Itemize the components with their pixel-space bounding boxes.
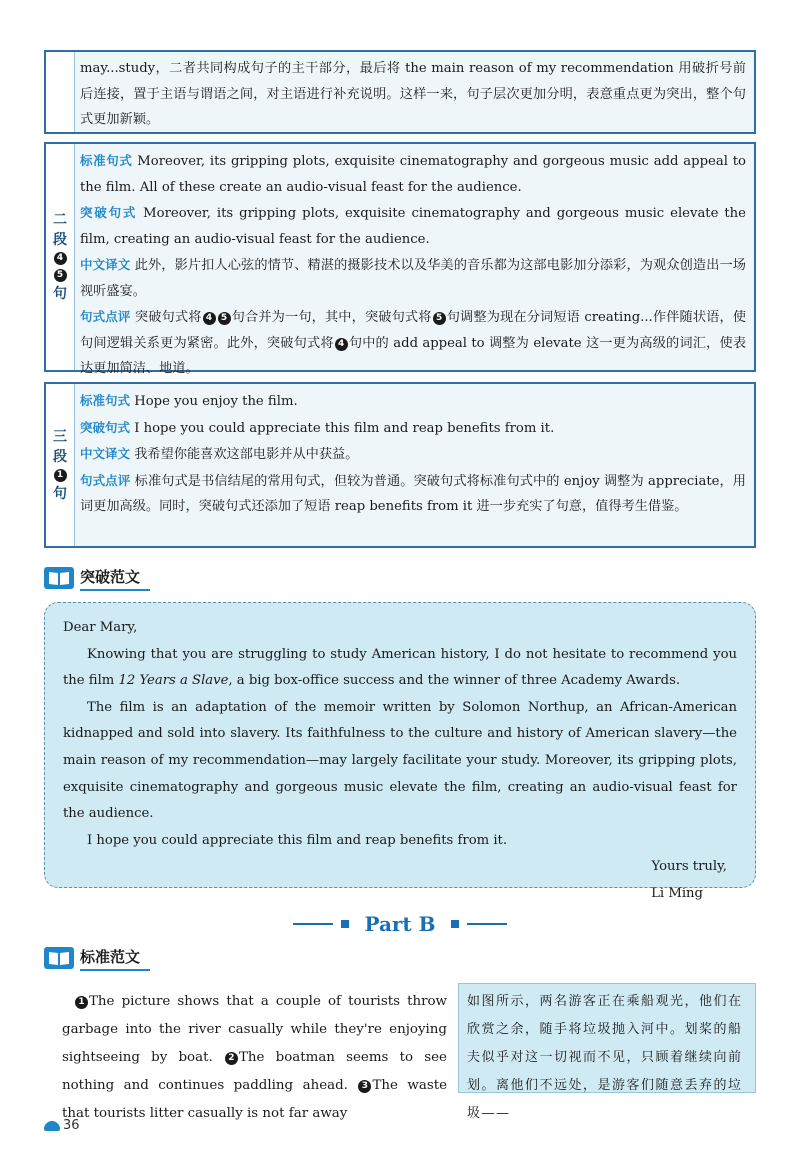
- side-label: 句: [53, 286, 67, 302]
- box-content: [80, 148, 746, 382]
- standard-text: Moreover, its gripping plots, exquisite cinematography and gorgeous music add appeal to the film. All of these create an audio-visual feast for the audience.: [80, 154, 746, 195]
- side-label: 三: [53, 428, 67, 445]
- side-label: 二: [53, 212, 67, 228]
- breakthrough-label: 突破句式: [80, 419, 131, 435]
- circled-number: 5: [433, 312, 446, 325]
- side-label: 段: [53, 448, 67, 465]
- essay-sentence: The boatman seems to see nothing and continues paddling ahead.: [62, 1050, 447, 1093]
- side-label: 段: [53, 232, 67, 248]
- analysis-box-continued: [44, 50, 756, 134]
- part-b-heading: [0, 912, 800, 936]
- translation-label: 中文译文: [80, 446, 131, 461]
- essay-greeting: Dear Mary,: [63, 620, 138, 635]
- standard-sentence: [80, 388, 746, 415]
- side-label: 句: [53, 485, 67, 502]
- breakthrough-text: Moreover, its gripping plots, exquisite cinematography and gorgeous music elevate the film, creating an audio-visual feast for the audience.: [80, 206, 746, 247]
- essay-sentence: The waste that tourists litter casually is not far away: [62, 1078, 448, 1121]
- sentence-comment: [80, 304, 746, 382]
- circled-number: 2: [225, 1052, 238, 1065]
- chinese-translation: [80, 252, 746, 304]
- sentence-comment: [80, 468, 746, 520]
- circled-number: 1: [75, 996, 88, 1009]
- comment-text: 标准句式是书信结尾的常用句式，但较为普通。突破句式将标准句式中的 enjoy 调整为 appreciate，用词更加高级。同时，突破句式还添加了短语 reap benefits from it 进一步充实了句意，值得考生借鉴。: [80, 473, 746, 514]
- standard-sentence: [80, 148, 746, 200]
- page-number-text: 36: [63, 1118, 80, 1133]
- box-content: [80, 388, 746, 520]
- comment-text: 句合并为一句，其中，突破句式将: [231, 310, 432, 325]
- divider: [467, 923, 507, 925]
- circled-number: 3: [358, 1080, 371, 1093]
- analysis-box-para2: [44, 142, 756, 376]
- circled-number: 1: [54, 469, 67, 482]
- box-side-strip: [46, 384, 75, 546]
- section-title: 突破范文: [80, 566, 150, 591]
- standard-text: Hope you enjoy the film.: [134, 394, 298, 409]
- essay-text: , a big box-office success and the winner of three Academy Awards.: [228, 673, 681, 689]
- translation-label: 中文译文: [80, 257, 131, 272]
- part-title: Part B: [364, 912, 436, 936]
- book-icon: [44, 567, 74, 589]
- essay-closing: Yours truly,: [651, 859, 727, 875]
- breakthrough-text: I hope you could appreciate this film and reap benefits from it.: [134, 420, 555, 436]
- essay-sentence: The picture shows that a couple of tourists throw garbage into the river casually while they're enjoying sightseeing by boat.: [62, 994, 447, 1065]
- standard-essay-chinese: [458, 983, 756, 1121]
- circled-number: 5: [54, 269, 67, 282]
- analysis-box-para3: [44, 382, 756, 548]
- standard-essay-english: [62, 988, 447, 1128]
- essay-paragraph-2: The film is an adaptation of the memoir written by Solomon Northup, an African-American kidnapped and sold into slavery. Its faithfulness to the culture and history of American slavery—the main reason of my recommendation—may largely facilitate your study. Moreover, its gripping plots, exquisite cinematography and gorgeous music elevate the film, creating an audio-visual feast for the audience.: [63, 699, 737, 822]
- page-number: [44, 1118, 80, 1133]
- essay-paragraph-1: [63, 642, 737, 695]
- breakthrough-sentence: [80, 200, 746, 252]
- square-ornament-icon: [341, 920, 349, 928]
- circled-number: 4: [203, 312, 216, 325]
- square-ornament-icon: [451, 920, 459, 928]
- circled-number: 4: [54, 252, 67, 265]
- circled-number: 4: [335, 338, 348, 351]
- essay-paragraph-3: I hope you could appreciate this film and reap benefits from it.: [87, 832, 508, 848]
- breakthrough-label: 突破句式: [80, 205, 138, 220]
- essay-text: Knowing that you are struggling to study American history, I do not hesitate to recommend you the film: [63, 646, 737, 689]
- film-title: 12 Years a Slave: [118, 673, 229, 689]
- comment-text: 句中的 add appeal to 调整为 elevate 这一更为高级的词汇，使表达更加简洁、地道。: [80, 335, 747, 376]
- section-heading-standard: [44, 944, 150, 972]
- comment-label: 句式点评: [80, 309, 131, 324]
- comment-text: 句调整为现在分词短语 creating...作伴随状语，使句间逻辑关系更为紧密。此外，突破句式将: [80, 310, 747, 351]
- divider: [293, 923, 333, 925]
- model-essay: [44, 602, 756, 901]
- book-icon: [44, 947, 74, 969]
- standard-label: 标准句式: [80, 153, 133, 168]
- box-side-strip: [46, 144, 75, 370]
- translation-text: 我希望你能喜欢这部电影并从中获益。: [134, 447, 359, 462]
- comment-text: may...study，二者共同构成句子的主干部分，最后将 the main reason of my recommendation 用破折号前后连接，置于主语与谓语之间，对主语进行补充说明。这样一来，句子层次更加分明，表意重点更为突出，整个句式更加新颖。: [80, 61, 746, 127]
- translation-text: 此外，影片扣人心弦的情节、精湛的摄影技术以及华美的音乐都为这部电影加分添彩，为观众创造出一场视听盛宴。: [80, 258, 746, 299]
- translation-text: 如图所示，两名游客正在乘船观光，他们在欣赏之余，随手将垃圾抛入河中。划桨的船夫似乎对这一切视而不见，只顾着继续向前划。离他们不远处，是游客们随意丢弃的垃圾——: [467, 994, 743, 1121]
- essay-signature: Li Ming: [651, 885, 703, 901]
- box-content: [80, 56, 746, 133]
- circled-number: 5: [218, 312, 231, 325]
- graduation-cap-icon: [44, 1121, 60, 1131]
- comment-text: 突破句式将: [134, 310, 202, 325]
- section-title: 标准范文: [80, 946, 150, 971]
- chinese-translation: [80, 441, 746, 468]
- breakthrough-sentence: [80, 415, 746, 442]
- section-heading-breakthrough: [44, 564, 150, 592]
- standard-label: 标准句式: [80, 393, 131, 408]
- box-side-strip: [46, 52, 75, 132]
- comment-label: 句式点评: [80, 472, 131, 488]
